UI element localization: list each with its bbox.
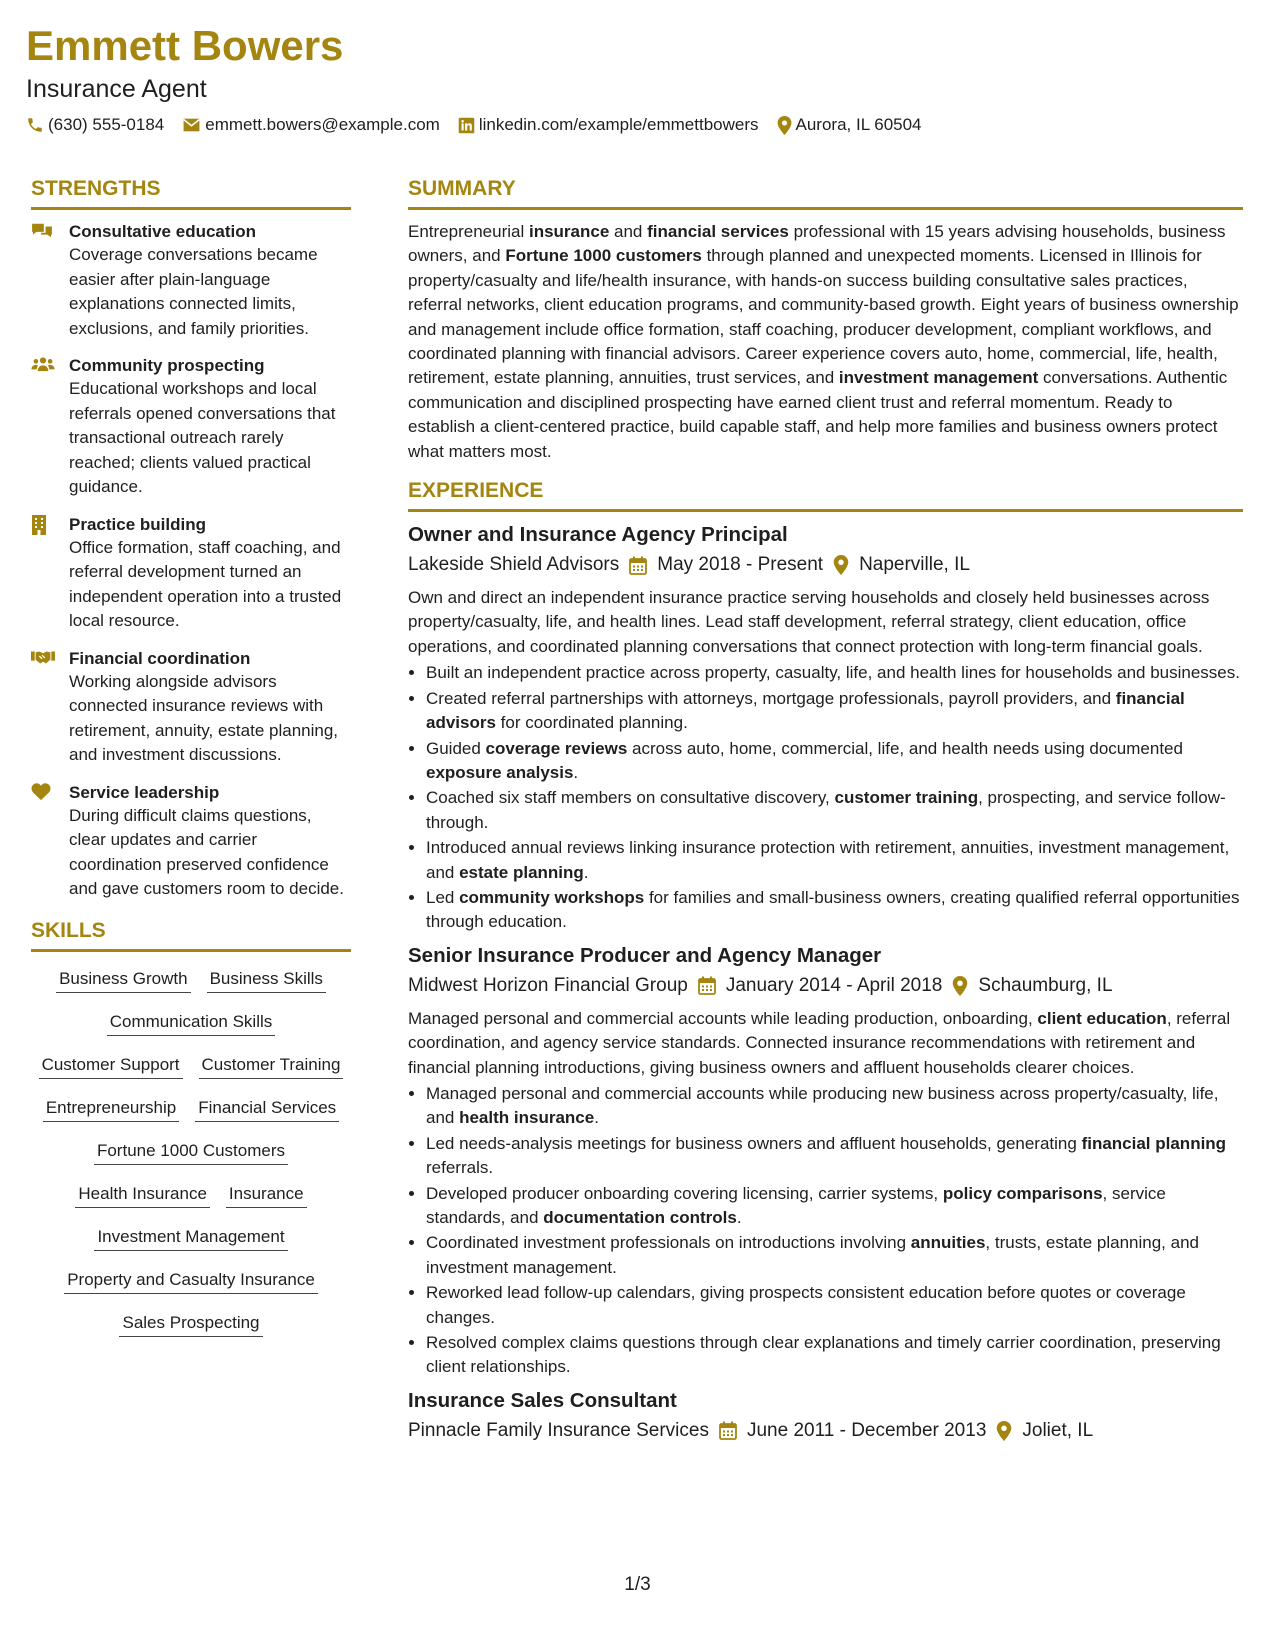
job-dates: May 2018 - Present — [657, 554, 824, 576]
linkedin-icon — [458, 117, 475, 134]
strength-text: Office formation, staff coaching, and referral development turned an independent operation into a trusted local resource. — [69, 537, 342, 630]
strength-item — [31, 513, 351, 634]
bullet-item: • Developed producer onboarding covering licensing, carrier systems, policy comparisons, service standards, and documentation controls. — [426, 1182, 1243, 1231]
summary-heading: SUMMARY — [408, 176, 1243, 210]
skill-tag: Sales Prospecting — [119, 1312, 262, 1337]
bold-keyword: documentation controls — [543, 1208, 737, 1227]
strength-title: Community prospecting — [69, 356, 265, 375]
bullet-item: • Resolved complex claims questions through clear explanations and timely carrier coordination, preserving client relationships. — [426, 1331, 1243, 1380]
strength-item — [31, 781, 351, 902]
job-meta — [408, 1418, 1243, 1444]
bullet-item: • Managed personal and commercial accounts while producing new business across property/casualty, life, and health insurance. — [426, 1082, 1243, 1131]
job-title: Senior Insurance Producer and Agency Manager — [408, 943, 882, 967]
job-location: Schaumburg, IL — [978, 974, 1113, 996]
envelope-icon — [182, 117, 201, 133]
bold-keyword: financial planning — [1081, 1133, 1227, 1153]
bold-keyword: customer training — [834, 788, 979, 808]
strength-text: Working alongside advisors connected insurance reviews with retirement, annuity, estate planning, and investment discussions. — [69, 671, 339, 764]
bullet-item: • Built an independent practice across property, casualty, life, and health lines for households and businesses. — [426, 661, 1243, 685]
bold-keyword: insurance — [528, 222, 610, 241]
strengths-heading: STRENGTHS — [31, 176, 351, 210]
phone-icon — [26, 116, 44, 134]
bold-keyword: financial advisors — [426, 688, 1185, 733]
candidate-role: Insurance Agent — [26, 75, 207, 103]
bullet-item: • Led community workshops for families and small-business owners, creating qualified referral opportunities through education. — [426, 886, 1243, 935]
strength-item — [31, 354, 351, 500]
calendar-icon — [698, 976, 716, 995]
skill-tag: Fortune 1000 Customers — [94, 1140, 288, 1165]
skill-tag: Financial Services — [195, 1097, 339, 1122]
map-pin-icon — [777, 116, 792, 135]
strength-item — [31, 647, 351, 768]
map-pin-icon — [833, 555, 849, 575]
summary-text: Entrepreneurial insurance and financial services professional with 15 years advising households, business owners, and Fortune 1000 customers through planned and unexpected moments. Licensed in Illinois for property/casualty and life/health insurance, with hands-on success building consultative sales practices, referral networks, client education programs, and community-based growth. Eight years of business ownership and management include office formation, staff coaching, producer development, compliant workflows, and coordinated planning with financial advisors. Career experience covers auto, home, commercial, life, health, retirement, estate planning, annuities, trust services, and investment management conversations. Authentic communication and disciplined prospecting have earned client trust and referral momentum. Ready to establish a client-centered practice, build capable staff, and help more families and business owners protect what matters most. — [408, 222, 1239, 461]
right-column — [408, 176, 1243, 1452]
calendar-icon — [719, 1421, 737, 1440]
job-meta — [408, 552, 1243, 578]
contact-bar — [26, 114, 1249, 136]
bold-keyword: client education — [1037, 1008, 1167, 1028]
job-dates: January 2014 - April 2018 — [725, 974, 943, 996]
job-meta — [408, 973, 1243, 999]
skill-tag: Customer Support — [39, 1054, 183, 1079]
strength-text: Educational workshops and local referrals opened conversations that transactional outreach rarely reached; clients valued practical guidance. — [69, 379, 336, 496]
skill-tag: Communication Skills — [107, 1011, 276, 1036]
bold-keyword: exposure analysis — [426, 762, 574, 782]
job-description: Own and direct an independent insurance practice serving households and closely held businesses across property/casualty, life, and health lines. Lead staff development, referral strategy, client education, office operations, and coordinated planning conversations that connect protection with long-term financial goals. — [408, 588, 1210, 656]
candidate-name: Emmett Bowers — [26, 22, 344, 69]
contact-phone — [26, 114, 164, 136]
bullet-item: • Coordinated investment professionals on introductions involving annuities, trusts, estate planning, and investment management. — [426, 1231, 1243, 1280]
skill-tag: Entrepreneurship — [43, 1097, 179, 1122]
handshake-icon — [31, 647, 57, 768]
email-text[interactable]: emmett.bowers@example.com — [205, 115, 440, 134]
calendar-icon — [629, 556, 647, 575]
users-icon — [31, 354, 57, 500]
contact-email[interactable] — [182, 114, 440, 136]
bold-keyword: annuities — [910, 1233, 986, 1253]
skills-list — [31, 968, 351, 1337]
skills-heading: SKILLS — [31, 918, 351, 952]
linkedin-text[interactable]: linkedin.com/example/emmettbowers — [478, 115, 759, 134]
skill-tag: Property and Casualty Insurance — [64, 1269, 318, 1294]
map-pin-icon — [952, 976, 968, 996]
bullet-item: • Led needs-analysis meetings for business owners and affluent households, generating financial planning referrals. — [426, 1132, 1243, 1181]
job-description: Managed personal and commercial accounts while leading production, onboarding, client education, referral coordination, and agency service standards. Connected insurance recommendations with retirement and financial planning introductions, giving business owners and affluent households clearer choices. — [408, 1008, 1231, 1077]
strength-title: Consultative education — [69, 222, 257, 241]
job-entry — [408, 522, 1243, 935]
page-number: 1/3 — [624, 1574, 651, 1595]
company-name: Lakeside Shield Advisors — [408, 554, 620, 576]
strength-title: Service leadership — [69, 782, 220, 802]
contact-location — [777, 114, 922, 136]
bold-keyword: investment management — [838, 368, 1039, 388]
skill-tag: Investment Management — [94, 1226, 287, 1251]
job-entry — [408, 943, 1243, 1380]
job-dates: June 2011 - December 2013 — [746, 1419, 987, 1441]
bold-keyword: community workshops — [459, 887, 645, 907]
bullet-item: • Guided coverage reviews across auto, home, commercial, life, and health needs using documented exposure analysis. — [426, 737, 1243, 786]
strength-title: Financial coordination — [69, 648, 251, 668]
left-column — [31, 176, 351, 1337]
job-bullets — [408, 1082, 1243, 1380]
job-location: Naperville, IL — [859, 554, 970, 576]
resume-header — [26, 20, 1249, 136]
job-entry — [408, 1388, 1243, 1444]
strength-text: Coverage conversations became easier after plain-language explanations connected limits, exclusions, and family priorities. — [69, 245, 318, 338]
skill-tag: Business Growth — [56, 968, 191, 993]
job-location: Joliet, IL — [1022, 1419, 1094, 1441]
bold-keyword: financial services — [647, 222, 789, 241]
experience-heading: EXPERIENCE — [408, 478, 1243, 512]
heart-icon — [31, 781, 57, 902]
strength-title: Practice building — [69, 514, 206, 534]
bold-keyword: Fortune 1000 customers — [505, 246, 702, 266]
bold-keyword: estate planning — [459, 862, 584, 882]
contact-linkedin[interactable] — [458, 114, 759, 136]
bold-keyword: health insurance — [459, 1108, 595, 1128]
bullet-item: • Coached six staff members on consultative discovery, customer training, prospecting, and service follow-through. — [426, 786, 1243, 835]
skill-tag: Customer Training — [199, 1054, 344, 1079]
job-bullets — [408, 661, 1243, 934]
bullet-item: • Reworked lead follow-up calendars, giving prospects consistent education before quotes or coverage changes. — [426, 1281, 1243, 1330]
skill-tag: Business Skills — [207, 968, 326, 993]
bullet-item: • Created referral partnerships with attorneys, mortgage professionals, payroll providers, and financial advisors for coordinated planning. — [426, 687, 1243, 736]
bullet-item: • Introduced annual reviews linking insurance protection with retirement, annuities, investment management, and estate planning. — [426, 836, 1243, 885]
building-icon — [31, 513, 57, 634]
skill-tag: Health Insurance — [75, 1183, 210, 1208]
location-text: Aurora, IL 60504 — [795, 115, 922, 134]
chat-bubbles-icon — [31, 220, 57, 341]
phone-text: (630) 555-0184 — [48, 115, 165, 134]
bold-keyword: coverage reviews — [485, 738, 628, 758]
experience-list — [408, 522, 1243, 1444]
job-title: Insurance Sales Consultant — [408, 1388, 677, 1412]
strength-item — [31, 220, 351, 341]
job-title: Owner and Insurance Agency Principal — [408, 523, 788, 547]
strength-text: During difficult claims questions, clear updates and carrier coordination preserved confidence and gave customers room to decide. — [69, 805, 344, 898]
skill-tag: Insurance — [226, 1183, 307, 1208]
company-name: Midwest Horizon Financial Group — [408, 974, 688, 996]
company-name: Pinnacle Family Insurance Services — [408, 1419, 709, 1441]
bold-keyword: policy comparisons — [942, 1183, 1103, 1203]
map-pin-icon — [996, 1421, 1012, 1441]
